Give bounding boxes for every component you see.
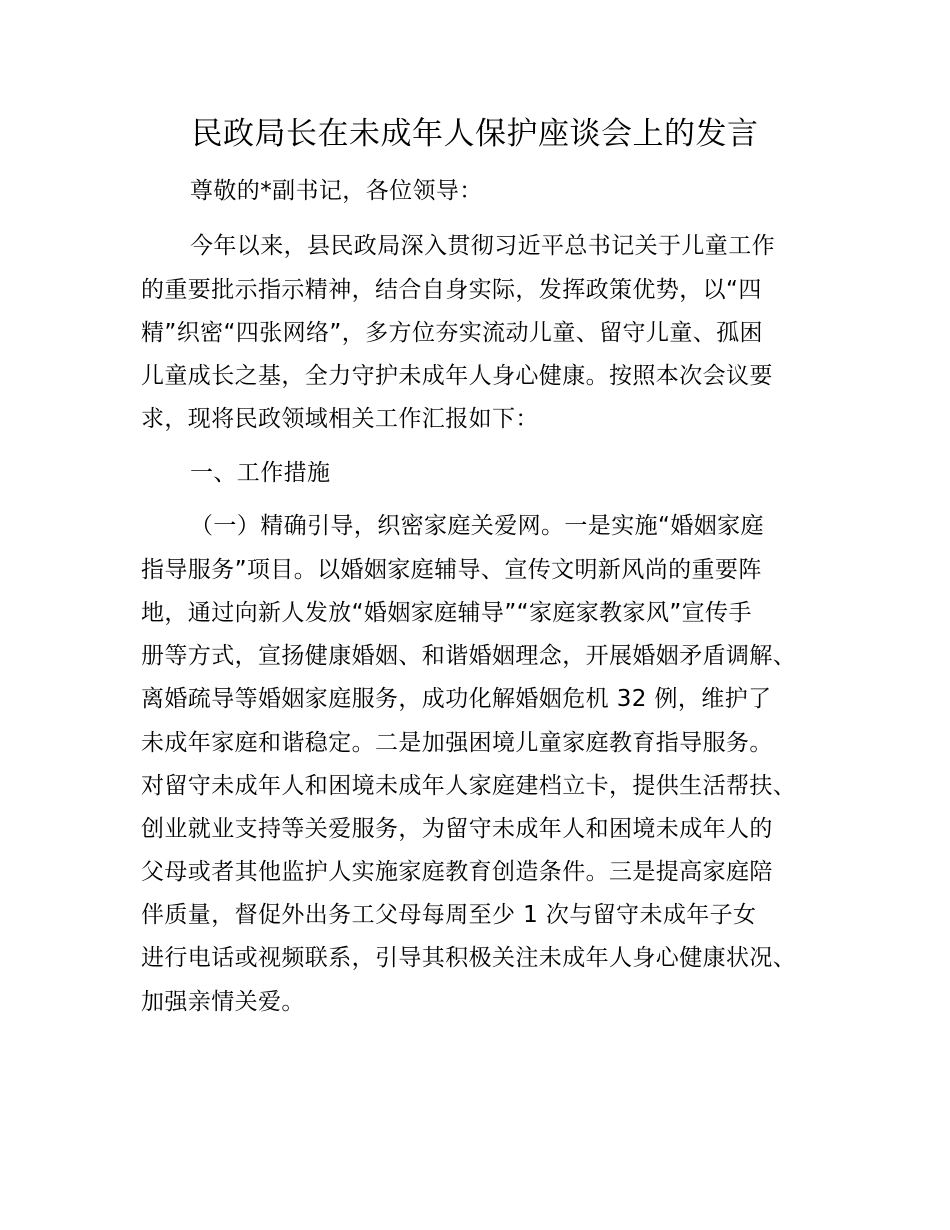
paragraph-2-line: （一）精确引导，织密家庭关爱网。一是实施“婚姻家庭: [190, 513, 764, 539]
paragraph-2-line: 册等方式，宣扬健康婚姻、和谐婚姻理念，开展婚姻矛盾调解、: [141, 643, 797, 669]
paragraph-1-line: 今年以来，县民政局深入贯彻习近平总书记关于儿童工作: [190, 233, 775, 259]
salutation: 尊敬的*副书记，各位领导：: [190, 178, 483, 204]
paragraph-2-line: 伴质量，督促外出务工父母每周至少 1 次与留守未成年子女: [141, 902, 757, 928]
paragraph-2-line: 进行电话或视频联系，引导其积极关注未成年人身心健康状况、: [141, 945, 797, 971]
paragraph-1-line: 儿童成长之基，全力守护未成年人身心健康。按照本次会议要: [141, 363, 773, 389]
paragraph-2-line: 父母或者其他监护人实施家庭教育创造条件。三是提高家庭陪: [141, 859, 773, 885]
paragraph-1-line: 的重要批示指示精神，结合自身实际，发挥政策优势，以“四: [141, 277, 762, 303]
paragraph-2-line: 指导服务”项目。以婚姻家庭辅导、宣传文明新风尚的重要阵: [141, 557, 762, 583]
paragraph-2-line: 未成年家庭和谐稳定。二是加强困境儿童家庭教育指导服务。: [141, 730, 773, 756]
paragraph-2-line: 创业就业支持等关爱服务，为留守未成年人和困境未成年人的: [141, 816, 773, 842]
paragraph-2-line: 对留守未成年人和困境未成年人家庭建档立卡，提供生活帮扶、: [141, 773, 797, 799]
paragraph-1-line: 精”织密“四张网络”，多方位夯实流动儿童、留守儿童、孤困: [141, 320, 763, 346]
document-title: 民政局长在未成年人保护座谈会上的发言: [191, 116, 759, 152]
paragraph-2-line: 加强亲情关爱。: [141, 989, 305, 1015]
paragraph-2-line: 地，通过向新人发放“婚姻家庭辅导”“家庭家教家风”宣传手: [141, 600, 752, 626]
paragraph-1-line: 求，现将民政领域相关工作汇报如下：: [141, 406, 539, 432]
section-heading: 一、工作措施: [190, 460, 331, 486]
paragraph-2-line: 离婚疏导等婚姻家庭服务，成功化解婚姻危机 32 例，维护了: [141, 686, 772, 712]
